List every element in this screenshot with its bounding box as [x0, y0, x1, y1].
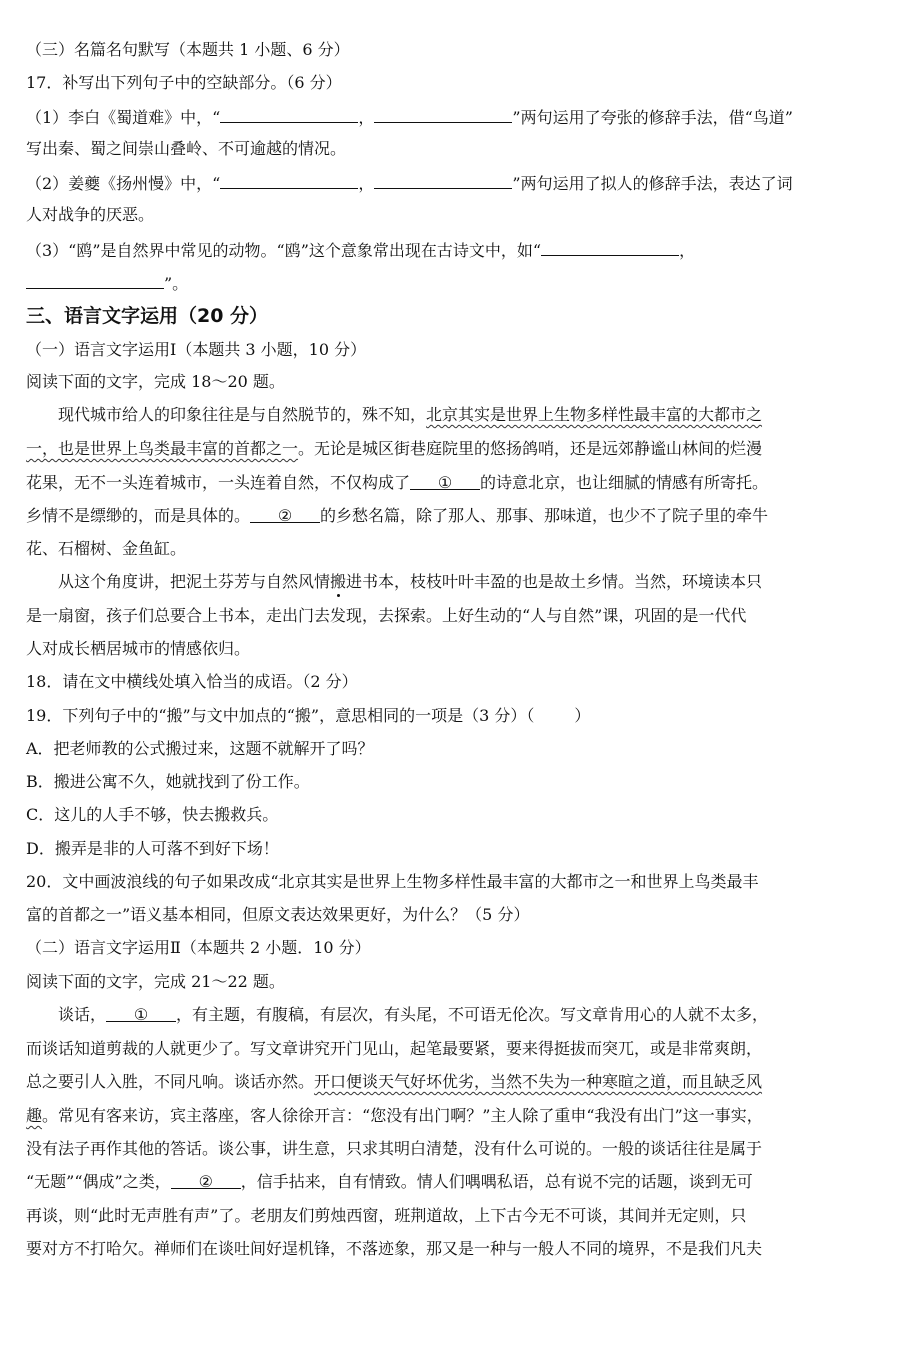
question-18: 18．请在文中横线处填入恰当的成语。（2 分）: [26, 672, 358, 691]
answer-blank[interactable]: [220, 106, 358, 123]
subsection-one-title: （一）语言文字运用Ⅰ（本题共 3 小题，10 分）: [26, 340, 367, 359]
question-17-3-cont: ”。: [26, 272, 876, 294]
reading-instruction-2: 阅读下面的文字，完成 21～22 题。: [26, 972, 285, 991]
passage-2-line: 要对方不打哈欠。禅师们在谈吐间好逞机锋，不落迹象，那又是一种与一般人不同的境界，不是我们凡夫: [26, 1239, 763, 1258]
subsection-two-title: （二）语言文字运用Ⅱ（本题共 2 小题．10 分）: [26, 938, 371, 957]
answer-blank[interactable]: [374, 172, 512, 189]
passage-2-line: “无题”“偶成”之类， ② ，信手拈来，自有情致。情人们喁喁私语，总有说不完的话题，谈到无可: [26, 1172, 753, 1191]
passage-1-line: 一，也是世界上鸟类最丰富的首都之一。无论是城区街巷庭院里的悠扬鸽哨，还是远郊静谧山林间的烂漫: [26, 439, 763, 458]
question-17-1-cont: 写出秦、蜀之间崇山叠岭、不可逾越的情况。: [26, 139, 347, 158]
question-20: 20．文中画波浪线的句子如果改成“北京其实是世界上生物多样性最丰富的大都市之一和世界上鸟类最丰: [26, 872, 759, 891]
option-d[interactable]: D．搬弄是非的人可落不到好下场！: [26, 839, 279, 858]
answer-blank[interactable]: [220, 172, 358, 189]
wavy-underlined-sentence: 开口便谈天气好坏优劣，当然不失为一种寒暄之道，而且缺乏风: [314, 1072, 763, 1091]
passage-2-line: 而谈话知道剪裁的人就更少了。写文章讲究开门见山，起笔最要紧，要来得挺拔而突兀，或是非常爽朗，: [26, 1039, 763, 1058]
question-17: 17．补写出下列句子中的空缺部分。（6 分）: [26, 73, 342, 92]
fill-blank-1[interactable]: ①: [106, 1005, 176, 1022]
question-17-3: （3）“鸥”是自然界中常见的动物。“鸥”这个意象常出现在古诗文中，如“ ，: [26, 241, 696, 260]
answer-blank[interactable]: [374, 106, 512, 123]
passage-2-line: 趣。常见有客来访，宾主落座，客人徐徐开言：“您没有出门啊？”主人除了重申“我没有出门”这一事实，: [26, 1106, 763, 1125]
reading-instruction-1: 阅读下面的文字，完成 18～20 题。: [26, 372, 285, 391]
answer-blank[interactable]: [26, 272, 164, 289]
question-17-2: （2）姜夔《扬州慢》中，“ ， ”两句运用了拟人的修辞手法，表达了词: [26, 174, 793, 193]
fill-blank-1[interactable]: ①: [410, 473, 480, 490]
passage-1-line: 从这个角度讲，把泥土芬芳与自然风情搬进书本，枝枝叶叶丰盈的也是故土乡情。当然，环境读本只: [58, 572, 763, 591]
option-b[interactable]: B．搬进公寓不久，她就找到了份工作。: [26, 772, 310, 791]
passage-2-line: 再谈，则“此时无声胜有声”了。老朋友们剪烛西窗，班荆道故，上下古今无不可谈，其间并无定则，只: [26, 1206, 747, 1225]
fill-blank-2[interactable]: ②: [171, 1172, 241, 1189]
section-heading-famous-lines: （三）名篇名句默写（本题共 1 小题、6 分）: [26, 40, 350, 59]
fill-blank-2[interactable]: ②: [250, 506, 320, 523]
passage-1-line: 是一扇窗，孩子们总要合上书本，走出门去发现，去探索。上好生动的“人与自然”课，巩固的是一代代: [26, 606, 747, 625]
option-c[interactable]: C．这儿的人手不够，快去搬救兵。: [26, 805, 279, 824]
passage-2-line: 总之要引人入胜，不同凡响。谈话亦然。开口便谈天气好坏优劣，当然不失为一种寒暄之道，而且缺乏风: [26, 1072, 763, 1091]
passage-1-line: 人对成长栖居城市的情感依归。: [26, 639, 251, 658]
question-17-1: （1）李白《蜀道难》中，“ ， ”两句运用了夸张的修辞手法，借“鸟道”: [26, 108, 793, 127]
passage-1-line: 乡情不是缥缈的，而是具体的。 ② 的乡愁名篇，除了那人、那事、那味道，也少不了院子里的牵牛: [26, 506, 769, 525]
passage-1-line: 花果，无不一头连着城市，一头连着自然，不仅构成了 ① 的诗意北京，也让细腻的情感有所寄托。: [26, 473, 769, 492]
passage-1-line: 现代城市给人的印象往往是与自然脱节的，殊不知，北京其实是世界上生物多样性最丰富的大都市之: [58, 405, 763, 424]
passage-2-line: 谈话， ① ，有主题，有腹稿，有层次，有头尾，不可语无伦次。写文章肯用心的人就不太多，: [58, 1005, 769, 1024]
passage-2-line: 没有法子再作其他的答话。谈公事，讲生意，只求其明白清楚，没有什么可说的。一般的谈话往往是属于: [26, 1139, 763, 1158]
option-a[interactable]: A．把老师教的公式搬过来，这题不就解开了吗？: [26, 739, 374, 758]
answer-blank[interactable]: [541, 239, 679, 256]
question-20-cont: 富的首都之一”语义基本相同，但原文表达效果更好，为什么？（5 分）: [26, 905, 530, 924]
wavy-underlined-sentence: 一，也是世界上鸟类最丰富的首都之一: [26, 439, 299, 458]
wavy-underlined-sentence: 趣: [26, 1106, 43, 1125]
wavy-underlined-sentence: 北京其实是世界上生物多样性最丰富的大都市之: [426, 405, 763, 424]
dotted-character: 搬: [330, 572, 347, 591]
part-three-title: 三、语言文字运用（20 分）: [26, 305, 269, 327]
question-17-2-cont: 人对战争的厌恶。: [26, 205, 155, 224]
question-19: 19．下列句子中的“搬”与文中加点的“搬”，意思相同的一项是（3 分）（ ）: [26, 706, 591, 725]
passage-1-line: 花、石榴树、金鱼缸。: [26, 539, 187, 558]
